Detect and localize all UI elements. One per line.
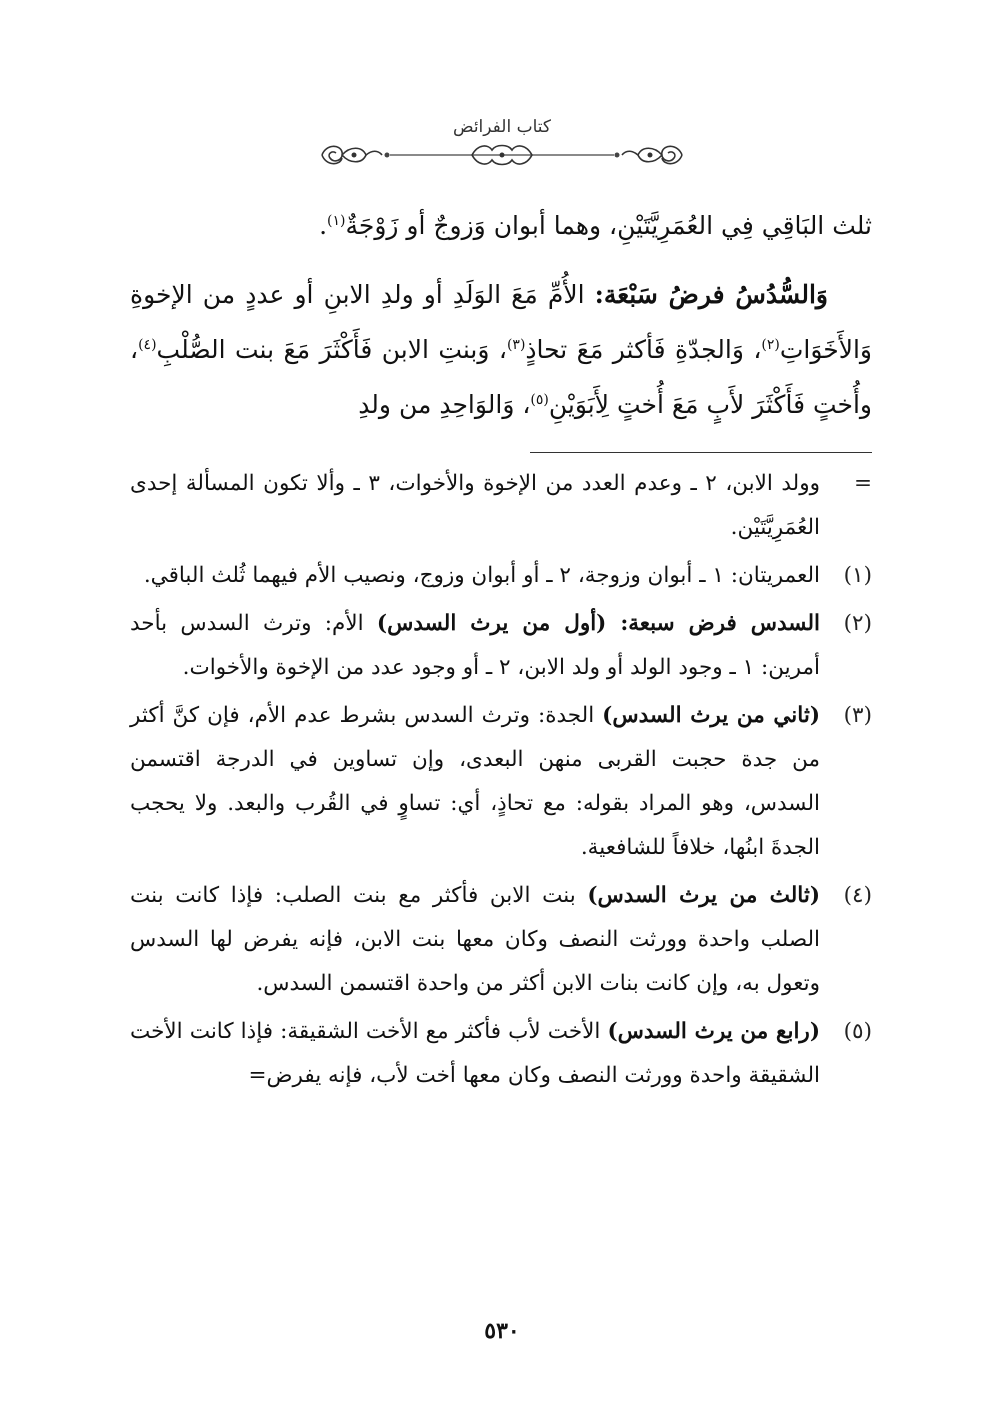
footnote-continuation: = وولد الابن، ٢ ـ وعدم العدد من الإخوة والأخوات، ٣ ـ وألا تكون المسألة إحدى العُمَرِيَّتَيْن. bbox=[130, 471, 872, 540]
paragraph-1: ثلث البَاقِي فِي العُمَرِيَّتَيْنِ، وهما أبوان وَزوجٌ أو زَوْجَةٌ$^{(١)}$. bbox=[319, 211, 872, 240]
footnote-divider bbox=[530, 452, 872, 453]
footnote-5: (٥) (رابع من يرث السدس) الأخت لأب فأكثر مع الأخت الشقيقة: فإذا كانت الأخت الشقيقة واحدة وورثت النصف وكان معها أخت لأب، فإنه يفرض= bbox=[130, 1019, 872, 1088]
footnotes bbox=[130, 462, 872, 1102]
footnote-ref-4[interactable]: (٤) bbox=[138, 337, 157, 353]
floral-ornament-icon bbox=[312, 138, 692, 172]
footnote-1: (١) العمريتان: ١ ـ أبوان وزوجة، ٢ ـ أو أبوان وزوج، ونصيب الأم فيهما ثُلث الباقي. bbox=[143, 563, 872, 588]
footnote-ref-1[interactable]: (١) bbox=[327, 213, 346, 229]
paragraph-2: وَالسُّدُسُ فرضُ سَبْعَة: الأُمِّ مَعَ الوَلَدِ أو ولدِ الابنِ أو عددٍ من الإخوةِ وَالأَخَوَاتِ$^{(٢)}$، وَالجدّةِ فَأكثر مَعَ تحاذٍ$^{(٣)}$، وَبنتِ الابن فَأَكْثَرَ مَعَ بنت الصُّلْبِ$^{(٤)}$، وأُختٍ فَأَكْثَرَ لأَبٍ مَعَ أُختٍ لِأَبَوَيْنِ$^{(٥)}$، وَالوَاحِدِ من ولدِ bbox=[130, 280, 873, 419]
running-title: كتاب الفرائض bbox=[453, 117, 551, 137]
section-lead: وَالسُّدُسُ فرضُ سَبْعَة: bbox=[594, 280, 828, 309]
main-text bbox=[130, 198, 872, 432]
footnote-2: (٢) السدس فرض سبعة: (أول من يرث السدس) الأم: وترث السدس بأحد أمرين: ١ ـ وجود الولد أو ولد الابن، ٢ ـ أو وجود عدد من الإخوة والأخوات. bbox=[130, 611, 872, 680]
footnote-ref-2[interactable]: (٢) bbox=[761, 337, 780, 353]
page-number: ٥٣٠ bbox=[484, 1318, 520, 1344]
footnote-ref-5[interactable]: (٥) bbox=[530, 392, 549, 408]
footnote-4: (٤) (ثالث من يرث السدس) بنت الابن فأكثر مع بنت الصلب: فإذا كانت بنت الصلب واحدة وورثت النصف وكان معها بنت الابن، فإنه يفرض لها السدس وتعول به، وإن كانت بنات الابن أكثر من واحدة اقتسمن السدس. bbox=[130, 883, 872, 996]
footnote-ref-3[interactable]: (٣) bbox=[506, 337, 526, 353]
footnote-3: (٣) (ثاني من يرث السدس) الجدة: وترث السدس بشرط عدم الأم، فإن كنَّ أكثر من جدة حجبت القربى منهن البعدى، وإن تساوين في الدرجة اقتسمن السدس، وهو المراد بقوله: مع تحاذٍ، أي: تساوٍ في القُرب والبعد. ولا يحجب الجدةَ ابنُها، خلافاً للشافعية. bbox=[130, 703, 872, 860]
